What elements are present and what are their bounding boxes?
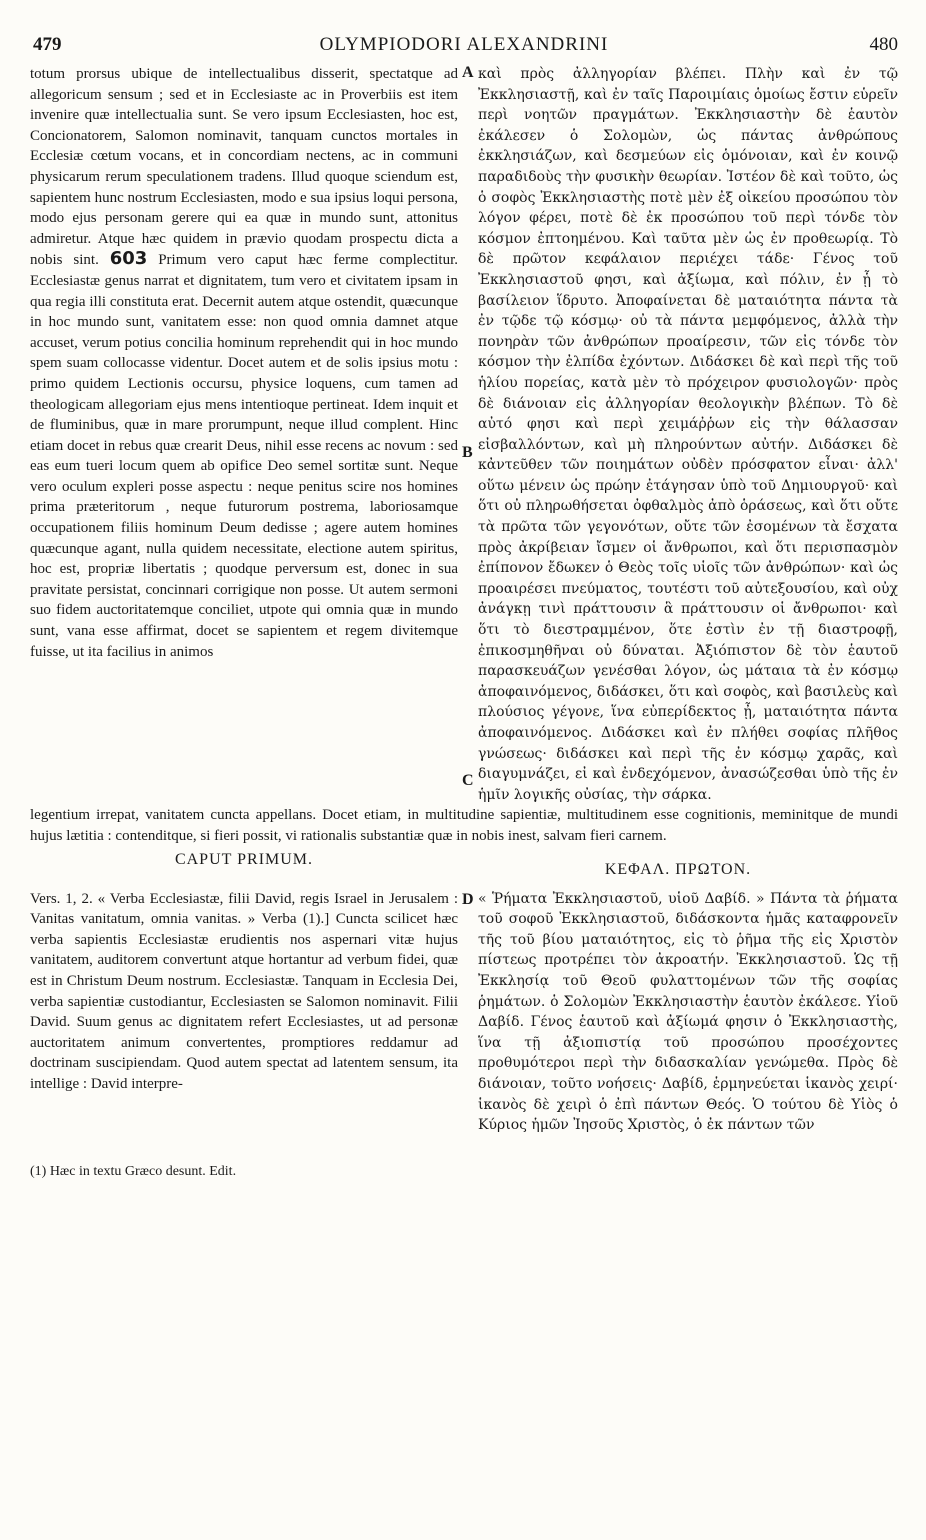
page-number-left: 479	[33, 34, 62, 55]
greek-column-1	[478, 64, 898, 805]
section-marker-b: B	[462, 444, 473, 461]
section-marker-d: D	[462, 890, 474, 908]
latin-text-part-2: Primum vero caput hæc ferme complectitur. Ecclesiastæ genus narrat et dignitatem, tum vero et civitatem ipsam in qua regia illi constituta erat. Decernit autem atque ostendit, quæcunque in hoc mundo sunt, vanitatem esse: non quod omnia damnet atque accuset, verum potius concilia hominum reprehendit qui in hoc mundo spem suam collocasse videntur. Docet autem et de solis ipsius motu : primo quidem Lectionis occursu, physice loquens, cum tamen ad theologicam allegoriam ejus mens intentioque pertineat. Idem inquit et de fluminibus, quæ in mare prorumpunt, neque illud complent. Hinc etiam docet in rebus quæ crearit Deus, nihil esse recens ac novum : sed eas eum tueri locum quem ab opifice Deo semel sortitæ sunt. Neque vero oculum expleri posse aspectu : neque penitus scire nos homines prima præteritorum , neque futurorum postrema, laboriosamque occupationem filiis hominum Deum dedisse ; agere autem homines quæcunque agant, nulla quidem necessitate, electione autem spiritus, hoc est, propriæ libertatis ; quodque perversum est, donec in sua pravitate persistat, concinnari corrigique non posse. Ut autem sermoni suo fidem auctoritatemque conciliet, utpote qui omnia quæ in mundo sunt, vana esse affirmat, docet se sapientem et regem divitemque fuisse, ut ita facilius in animos	[30, 252, 459, 660]
latin-column-1	[30, 64, 458, 662]
page-number-right: 480	[869, 34, 898, 55]
running-title: OLYMPIODORI ALEXANDRINI	[319, 34, 609, 55]
latin-paragraph-2: Vers. 1, 2. « Verba Ecclesiastæ, filii David, regis Israel in Jerusalem : Vanitas vanitatum, omnia vanitas. » Verba (1).] Cuncta scilicet hæc verba sapientis Ecclesiastæ erudientis nos aspernari vitæ hujus vanitatem, auditorem convertunt atque hortantur ad verbum fidei, quæ est in Christum Deum nostrum. Ecclesiastæ. Tanquam in Ecclesia Dei, verba sapientiæ custodiantur, Ecclesiasten se Salomon nominavit. Filii David. Suum genus ac dignitatem refert Ecclesiastes, ut ad personæ auctoritatem animum convertentes, promptiores reddamur ad doctrinam suscipiendam. Quod autem spectat ad latentem sensum, ita intellige : David interpre-	[30, 890, 458, 1092]
section-marker-a: A	[462, 64, 474, 81]
two-column-section-2	[30, 889, 898, 1136]
running-header	[30, 28, 898, 64]
chapter-headings	[30, 851, 898, 879]
greek-column-2	[478, 889, 898, 1136]
latin-paragraph-1	[30, 64, 458, 662]
latin-full-width-paragraph: legentium irrepat, vanitatem cuncta appellans. Docet etiam, in multitudine sapientiæ, multitudinem esse cognitionis, meminitque de mundi hujus lætitia : contenditque, si fieri possit, vi rationalis substantiæ quæ in nobis inest, salvam fieri carnem.	[30, 807, 898, 844]
two-column-section-1	[30, 64, 898, 805]
caput-heading-greek: ΚΕΦΑΛ. ΠΡΩΤΟΝ.	[604, 860, 752, 878]
section-marker-c: C	[462, 772, 474, 789]
page	[30, 28, 898, 1180]
latin-column-2	[30, 889, 458, 1095]
footnote: (1) Hæc in textu Græco desunt. Edit.	[30, 1163, 237, 1179]
greek-paragraph-2: « Ῥήματα Ἐκκλησιαστοῦ, υἱοῦ Δαβίδ. » Πάντα τὰ ῥήματα τοῦ σοφοῦ Ἐκκλησιαστοῦ, διδάσκοντα ἡμᾶς καταφρονεῖν τῆς τοῦ βίου ματαιότητος, εἰς τὸ ῥῆμα τῆς εἰς Χριστὸν πίστεως προτρέπει τὸν ἀκροατήν. Ἐκκλησιαστοῦ. Ὡς τῇ Ἐκκλησίᾳ τοῦ Θεοῦ φυλαττομένων τῶν τῆς σοφίας ῥημάτων. ὁ Σολομὼν Ἐκκλησιαστὴν ἑαυτὸν ἐκάλεσε. Υἱοῦ Δαβίδ. Γένος ἑαυτοῦ καὶ ἀξίωμά φησιν ὁ Ἐκκλησιαστὴς, ἵνα τῇ ἀξιοπιστίᾳ τοῦ προσώπου προσέχοντες προθυμότεροι περὶ τὴν διδασκαλίαν γενώμεθα. Πρὸς δὲ διάνοιαν, τοῦτο νοήσεις· Δαβίδ, ἑρμηνεύεται ἱκανὸς χειρί· ἱκανὸς δὲ χειρὶ ὁ ἐπὶ πάντων Θεός. Ὁ τούτου δὲ Υἱὸς ὁ Κύριος ἡμῶν Ἰησοῦς Χριστὸς, ὁ ἐκ πάντων τῶν	[478, 890, 898, 1134]
greek-paragraph-1: καὶ πρὸς ἀλληγορίαν βλέπει. Πλὴν καὶ ἐν τῷ Ἐκκλησιαστῇ, καὶ ἐν ταῖς Παροιμίαις ὁμοίως ἔστιν εὑρεῖν περὶ νοητῶν πραγμάτων. Ἐκκλησιαστὴν δὲ ἑαυτὸν ἐκάλεσεν ὁ Σολομὼν, ὡς πάντας ἀνθρώπους ἐκκλησιάζων, καὶ δεσμεύων εἰς ὁμόνοιαν, καὶ ἐν κοινῷ παραδιδοὺς τὴν φυσικὴν θεωρίαν. Ἰστέον δὲ καὶ τοῦτο, ὡς ὁ σοφὸς Ἐκκλησιαστὴς ποτὲ μὲν ἐξ οἰκείου προσώπου τὸν λόγον φέρει, ποτὲ δὲ ἐκ προσώπου τοῦ περὶ τόνδε τὸν κόσμον ἐπτοημένου. Καὶ ταῦτα μὲν ὡς ἐν προθεωρίᾳ. Τὸ δὲ πρῶτον κεφάλαιον περιέχει τάδε· Γένος τοῦ Ἐκκλησιαστοῦ φησι, καὶ ἀξίωμα, καὶ πόλιν, ἐν ᾗ τὸ βασίλειον ἵδρυτο. Ἀποφαίνεται δὲ ματαιότητα πάντα τὰ ἐν τῷδε τῷ κόσμῳ· οὐ τὰ πάντα μεμφόμενος, ἀλλὰ τὴν πονηρὰν τῶν ἀνθρώπων προαίρεσιν, τῶν εἰς τόνδε τὸν κόσμον τὴν ἐλπίδα ἐχόντων. Διδάσκει δὲ καὶ περὶ τῆς τοῦ ἡλίου πορείας, κατὰ μὲν τὸ πρόχειρον φυσιολογῶν· πρὸς δὲ διάνοιαν εἰς ἀλληγορίαν θεολογικὴν βλέπων. Τὸ δὲ αὐτό φησι καὶ περὶ χειμάῤῥων εἰς τὴν θάλασσαν εἰσβαλλόντων, καὶ μὴ πληρούντων αὐτήν. Διδάσκει δὲ κἀντεῦθεν τῶν ποιημάτων οὐδὲν πρόσφατον εἶναι· ἀλλ' οὕτω μένειν ὡς πρώην ἐτάγησαν ὑπὸ τοῦ Δημιουργοῦ· καὶ ὅτι οὐ πληρωθήσεται ὀφθαλμὸς ἀπὸ ὁράσεως, καὶ ὅτι οὔτε τὰ πρῶτα τῶν γεγονότων, οὔτε τῶν ἐσομένων τὰ ἔσχατα πρὸς ἀκρίβειαν ἴσμεν οἱ ἄνθρωποι, καὶ ὅτι περισπασμὸν ἐπίπονον ἔδωκεν ὁ Θεὸς τοῖς υἱοῖς τῶν ἀνθρώπων· καὶ ὡς προαιρέσει πνεύματος, τουτέστι τοῦ αὐτεξουσίου, καὶ οὐχ ἀνάγκῃ τινὶ πράττουσιν ἃ πράττουσιν οἱ ἄνθρωποι· καὶ ὅτι τὸ διεστραμμένον, ὅτε ἐστὶν ἐν τῇ διαστροφῇ, ἐπικοσμηθῆναι οὐ δύναται. Ἀξιόπιστον δὲ τὸν ἑαυτοῦ παρασκευάζων γενέσθαι λόγον, ὡς μάταια τὰ ἐν κόσμῳ ἀποφαινόμενος, διδάσκει, ὅτι καὶ σοφὸς, καὶ βασιλεὺς καὶ πλούσιος γέγονε, ἵνα εὐπερίδεκτος ᾖ, ματαιότητα πάντα ἀποφαινόμενος. Διδάσκει καὶ ἐν πλήθει σοφίας πλῆθος γνώσεως· διδάσκει καὶ περὶ τῆς ἐν κόσμῳ χαρᾶς, καὶ διαγυμνάζει, εἰ καὶ ἐνδεχόμενον, ἀνασώζεσθαι ὑπὸ τῆς ἐν ἡμῖν λογικῆς οὐσίας, τὴν σάρκα.	[478, 66, 898, 803]
caput-heading-latin: CAPUT PRIMUM.	[174, 850, 314, 868]
column-number-marker: 603	[109, 248, 148, 270]
latin-text-part-1: totum prorsus ubique de intellectualibus disserit, spectatque ad allegoricum sensum ; sed et in Ecclesiaste ac in Proverbiis est item invenire quæ intellectualia sunt. Se vero ipsum Ecclesiasten, hoc est, Concionatorem, Salomon nominavit, tanquam cunctos mortales in Ecclesiæ cœtum vocans, et in concordiam nectens, ac in communi physicarum rerum speculationem tradens. Illud quoque sciendum est, sapientem hunc nostrum Ecclesiasten, modo e sua ipsius loqui persona, modo ejus personam gerere qui ea quæ in mundo sunt, attonitus admiretur. Atque hæc quidem in prævio quodam prospectu dicta a nobis sint.	[30, 66, 458, 269]
